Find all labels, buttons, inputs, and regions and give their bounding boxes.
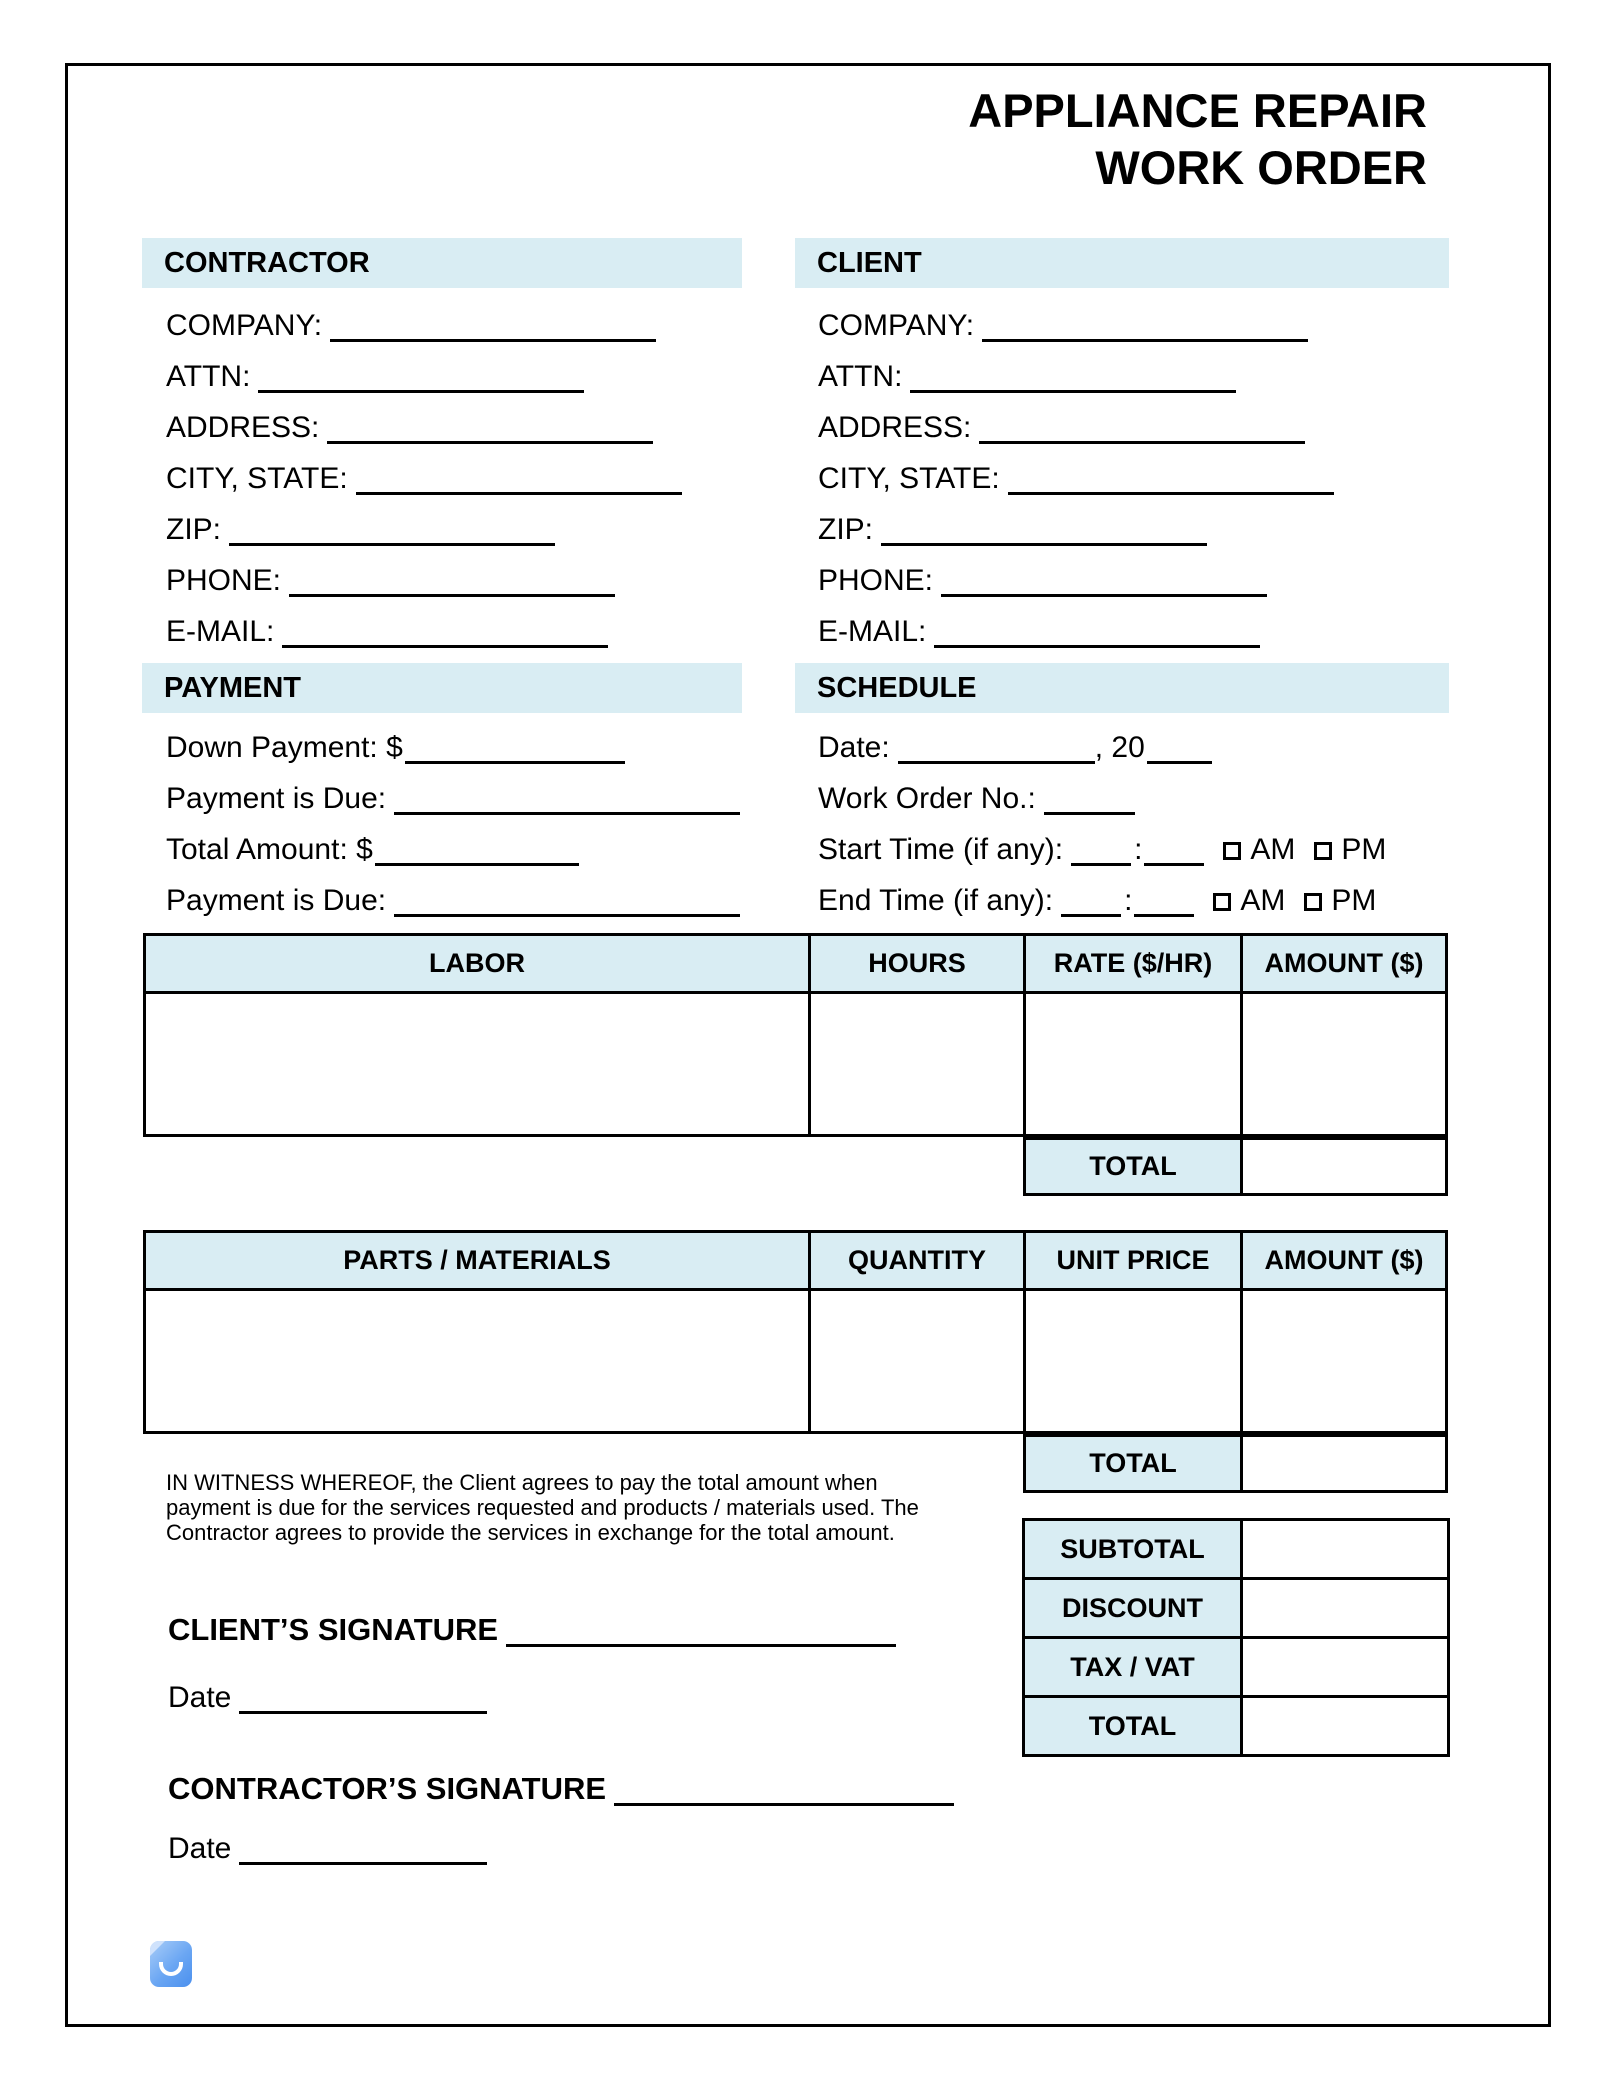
grand-total-value-cell[interactable]	[1242, 1697, 1449, 1756]
page-title	[968, 82, 1427, 196]
client-zip-label: ZIP:	[818, 513, 874, 546]
client-company-line[interactable]	[982, 309, 1308, 342]
contractor-address-line[interactable]	[327, 411, 653, 444]
contractor-zip-label: ZIP:	[166, 513, 222, 546]
contractor-address-row	[166, 402, 682, 453]
start-time-row	[818, 824, 1386, 875]
work-order-no-label: Work Order No.:	[818, 782, 1036, 815]
contractor-company-row	[166, 300, 682, 351]
end-am-checkbox[interactable]	[1213, 893, 1231, 911]
labor-table	[143, 933, 1448, 1137]
start-am-checkbox[interactable]	[1223, 842, 1241, 860]
document-smile-logo-icon	[150, 1941, 192, 1987]
client-attn-label: ATTN:	[818, 360, 903, 393]
client-city-state-row	[818, 453, 1334, 504]
unit-price-column-header: UNIT PRICE	[1025, 1232, 1242, 1290]
client-attn-line[interactable]	[910, 360, 1236, 393]
grand-total-label: TOTAL	[1024, 1697, 1242, 1756]
contractor-date-label: Date	[168, 1832, 232, 1865]
client-phone-line[interactable]	[941, 564, 1267, 597]
work-order-no-line[interactable]	[1044, 782, 1135, 815]
contractor-attn-row	[166, 351, 682, 402]
start-pm-label: PM	[1341, 833, 1387, 866]
client-attn-row	[818, 351, 1334, 402]
client-phone-label: PHONE:	[818, 564, 934, 597]
labor-total-value-cell[interactable]	[1242, 1139, 1447, 1195]
hours-column-header: HOURS	[810, 935, 1025, 993]
labor-amount-column-header: AMOUNT ($)	[1242, 935, 1447, 993]
title-line-2: WORK ORDER	[1095, 141, 1427, 194]
contractor-city-state-label: CITY, STATE:	[166, 462, 348, 495]
payment-due-label-2: Payment is Due:	[166, 884, 387, 917]
discount-label: DISCOUNT	[1024, 1579, 1242, 1638]
labor-description-cell[interactable]	[145, 993, 810, 1136]
contractor-company-line[interactable]	[330, 309, 656, 342]
client-date-row	[168, 1681, 487, 1715]
parts-table	[143, 1230, 1448, 1434]
contractor-header-label: CONTRACTOR	[164, 246, 370, 279]
start-pm-checkbox[interactable]	[1314, 842, 1332, 860]
parts-amount-column-header: AMOUNT ($)	[1242, 1232, 1447, 1290]
labor-column-header: LABOR	[145, 935, 810, 993]
contractor-email-line[interactable]	[282, 615, 608, 648]
end-am-label: AM	[1240, 884, 1286, 917]
discount-value-cell[interactable]	[1242, 1579, 1449, 1638]
subtotal-value-cell[interactable]	[1242, 1520, 1449, 1579]
client-city-state-line[interactable]	[1008, 462, 1334, 495]
down-payment-line[interactable]	[405, 731, 625, 764]
rate-column-header: RATE ($/HR)	[1025, 935, 1242, 993]
work-order-no-row	[818, 773, 1386, 824]
payment-fields	[166, 722, 740, 926]
down-payment-row	[166, 722, 740, 773]
schedule-fields	[818, 722, 1386, 926]
total-amount-label: Total Amount: $	[166, 833, 373, 866]
parts-total-row	[1023, 1434, 1448, 1493]
labor-rate-cell[interactable]	[1025, 993, 1242, 1136]
labor-total-row	[1023, 1137, 1448, 1196]
down-payment-label: Down Payment: $	[166, 731, 403, 764]
client-company-row	[818, 300, 1334, 351]
start-hour-line[interactable]	[1071, 833, 1131, 866]
parts-column-header: PARTS / MATERIALS	[145, 1232, 810, 1290]
payment-due-line-2[interactable]	[394, 884, 740, 917]
parts-unit-price-cell[interactable]	[1025, 1290, 1242, 1433]
contractor-city-state-line[interactable]	[356, 462, 682, 495]
parts-quantity-cell[interactable]	[810, 1290, 1025, 1433]
end-time-label: End Time (if any):	[818, 884, 1054, 917]
client-date-line[interactable]	[239, 1681, 487, 1714]
total-amount-line[interactable]	[375, 833, 579, 866]
client-city-state-label: CITY, STATE:	[818, 462, 1000, 495]
contractor-phone-row	[166, 555, 682, 606]
end-time-row	[818, 875, 1386, 926]
client-signature-label: CLIENT’S SIGNATURE	[168, 1612, 499, 1647]
client-header-label: CLIENT	[817, 246, 922, 279]
client-address-label: ADDRESS:	[818, 411, 972, 444]
client-signature-row	[168, 1612, 896, 1648]
client-company-label: COMPANY:	[818, 309, 975, 342]
payment-section-header	[142, 663, 742, 713]
payment-due-line-1[interactable]	[394, 782, 740, 815]
client-date-label: Date	[168, 1681, 232, 1714]
schedule-year-prefix: , 20	[1094, 731, 1145, 764]
schedule-date-label: Date:	[818, 731, 890, 764]
page-border	[65, 63, 1551, 2027]
contractor-email-row	[166, 606, 682, 657]
contractor-address-label: ADDRESS:	[166, 411, 320, 444]
contractor-zip-line[interactable]	[229, 513, 555, 546]
subtotal-label: SUBTOTAL	[1024, 1520, 1242, 1579]
contractor-section-header	[142, 238, 742, 288]
payment-due-label-1: Payment is Due:	[166, 782, 387, 815]
contractor-date-line[interactable]	[239, 1832, 487, 1865]
quantity-column-header: QUANTITY	[810, 1232, 1025, 1290]
contractor-phone-line[interactable]	[289, 564, 615, 597]
schedule-header-label: SCHEDULE	[817, 671, 977, 704]
contractor-signature-row	[168, 1771, 954, 1807]
total-amount-row	[166, 824, 740, 875]
contractor-attn-label: ATTN:	[166, 360, 251, 393]
summary-table	[1022, 1518, 1450, 1757]
witness-clause: IN WITNESS WHEREOF, the Client agrees to pay the total amount when payment is due for the services requested and products / materials used. The Contractor agrees to provide the services in exchange for the total amount.	[166, 1470, 919, 1545]
start-am-label: AM	[1250, 833, 1296, 866]
end-time-colon: :	[1124, 884, 1133, 917]
client-phone-row	[818, 555, 1334, 606]
parts-description-cell[interactable]	[145, 1290, 810, 1433]
client-email-line[interactable]	[934, 615, 1260, 648]
tax-vat-value-cell[interactable]	[1242, 1638, 1449, 1697]
client-zip-row	[818, 504, 1334, 555]
tax-vat-label: TAX / VAT	[1024, 1638, 1242, 1697]
parts-total-value-cell[interactable]	[1242, 1436, 1447, 1492]
contractor-signature-line[interactable]	[614, 1773, 954, 1806]
contractor-date-row	[168, 1832, 487, 1866]
contractor-phone-label: PHONE:	[166, 564, 282, 597]
client-email-label: E-MAIL:	[818, 615, 927, 648]
labor-hours-cell[interactable]	[810, 993, 1025, 1136]
end-minute-line[interactable]	[1134, 884, 1194, 917]
parts-amount-cell[interactable]	[1242, 1290, 1447, 1433]
client-zip-line[interactable]	[881, 513, 1207, 546]
contractor-fields	[166, 300, 682, 657]
logo-folded-corner-icon	[150, 1941, 165, 1956]
payment-due-row-2	[166, 875, 740, 926]
title-line-1: APPLIANCE REPAIR	[968, 84, 1427, 137]
client-fields	[818, 300, 1334, 657]
payment-due-row-1	[166, 773, 740, 824]
start-time-label: Start Time (if any):	[818, 833, 1064, 866]
client-email-row	[818, 606, 1334, 657]
payment-header-label: PAYMENT	[164, 671, 301, 704]
schedule-section-header	[795, 663, 1449, 713]
schedule-date-row	[818, 722, 1386, 773]
client-section-header	[795, 238, 1449, 288]
contractor-city-state-row	[166, 453, 682, 504]
labor-total-label: TOTAL	[1025, 1139, 1242, 1195]
client-address-row	[818, 402, 1334, 453]
schedule-date-line[interactable]	[898, 731, 1095, 764]
parts-total-label: TOTAL	[1025, 1436, 1242, 1492]
start-time-colon: :	[1134, 833, 1143, 866]
logo-smile-icon	[159, 1962, 183, 1976]
contractor-zip-row	[166, 504, 682, 555]
end-pm-label: PM	[1331, 884, 1377, 917]
client-signature-line[interactable]	[506, 1614, 896, 1647]
labor-amount-cell[interactable]	[1242, 993, 1447, 1136]
contractor-company-label: COMPANY:	[166, 309, 323, 342]
contractor-email-label: E-MAIL:	[166, 615, 275, 648]
end-pm-checkbox[interactable]	[1304, 893, 1322, 911]
client-address-line[interactable]	[979, 411, 1305, 444]
contractor-signature-label: CONTRACTOR’S SIGNATURE	[168, 1771, 607, 1806]
start-minute-line[interactable]	[1144, 833, 1204, 866]
end-hour-line[interactable]	[1061, 884, 1121, 917]
contractor-attn-line[interactable]	[258, 360, 584, 393]
schedule-year-line[interactable]	[1147, 731, 1212, 764]
